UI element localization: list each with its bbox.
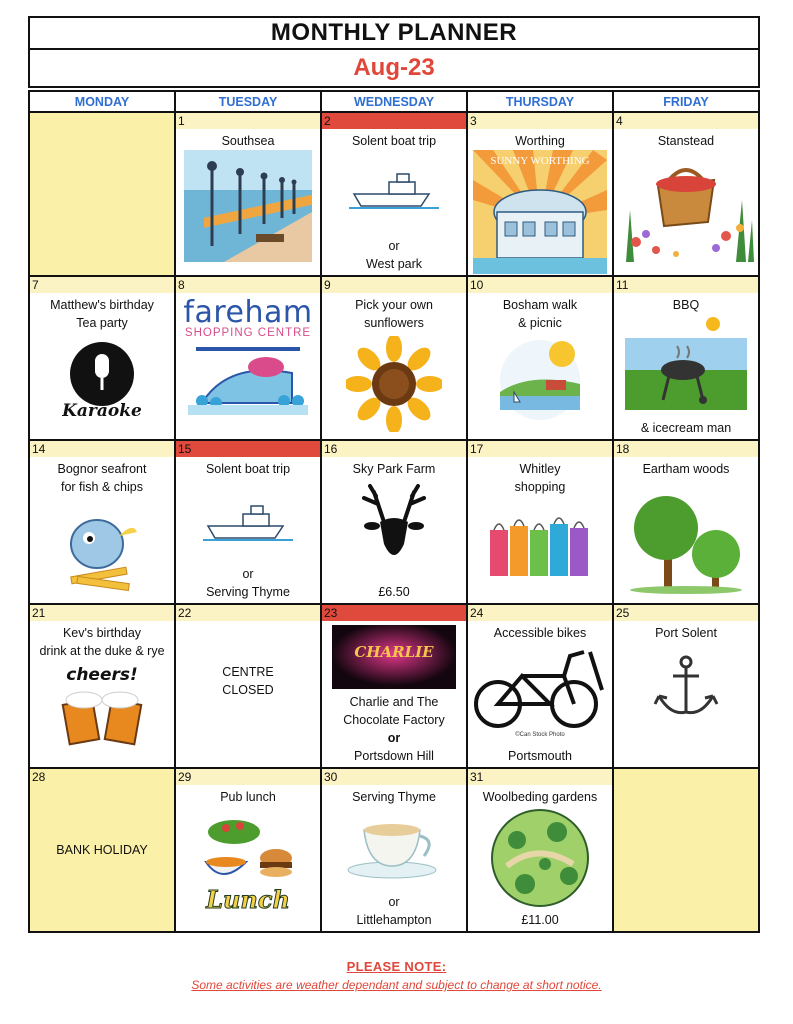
activity-extra: & icecream man — [640, 421, 732, 435]
day-number: 3 — [468, 113, 612, 129]
price-label: £11.00 — [521, 913, 559, 927]
activity-text-2: drink at the duke & rye — [39, 644, 165, 658]
activity-text: Worthing — [515, 134, 565, 148]
activity-text: Charlie and The — [349, 695, 439, 709]
activity-text: Eartham woods — [642, 462, 730, 476]
activity-text: Bosham walk — [502, 298, 578, 312]
day-number: 7 — [30, 277, 174, 293]
bank-holiday-label: BANK HOLIDAY — [56, 843, 148, 857]
stag-head-icon — [354, 482, 434, 572]
activity-text-2: shopping — [514, 480, 566, 494]
day-number: 10 — [468, 277, 612, 293]
pub-lunch-icon — [192, 806, 304, 916]
activity-text: Pub lunch — [220, 790, 276, 804]
alt-activity: Serving Thyme — [206, 585, 290, 599]
day-number: 4 — [614, 113, 758, 129]
fareham-logo-text: fareham — [183, 295, 313, 330]
or-label: or — [388, 895, 400, 909]
activity-text-2: for fish & chips — [61, 480, 143, 494]
bosham-landscape-icon — [490, 336, 590, 422]
day-number: 24 — [468, 605, 612, 621]
activity-text: Pick your own — [355, 298, 433, 312]
day-number: 21 — [30, 605, 174, 621]
day-cell-31 — [467, 768, 613, 932]
day-number: 11 — [614, 277, 758, 293]
or-label: or — [242, 567, 254, 581]
day-cell-17 — [467, 440, 613, 604]
day-cell-24 — [467, 604, 613, 768]
day-cell-15 — [175, 440, 321, 604]
day-number: 29 — [176, 769, 320, 785]
or-label: or — [388, 239, 400, 253]
day-cell-4 — [613, 112, 759, 276]
closed-line-1: CENTRE — [222, 665, 274, 679]
day-number: 2 — [322, 113, 466, 129]
alt-activity: West park — [365, 257, 423, 271]
planner-sheet — [28, 16, 760, 933]
anchor-icon — [651, 652, 721, 722]
week-row-1 — [29, 112, 759, 276]
page-title: MONTHLY PLANNER — [28, 16, 760, 50]
day-cell-10 — [467, 276, 613, 440]
activity-text: Solent boat trip — [351, 134, 437, 148]
tandem-bike-icon — [470, 642, 610, 738]
day-number: 25 — [614, 605, 758, 621]
boat-icon — [349, 164, 439, 214]
day-cell-18 — [613, 440, 759, 604]
activity-text-2: Chocolate Factory — [343, 713, 445, 727]
teacup-icon — [344, 812, 444, 882]
day-cell-21 — [29, 604, 175, 768]
day-cell-23 — [321, 604, 467, 768]
trees-icon — [626, 478, 746, 596]
note-title: PLEASE NOTE: — [346, 959, 447, 974]
day-cell-8 — [175, 276, 321, 440]
activity-text: Woolbeding gardens — [482, 790, 598, 804]
week-row-4 — [29, 604, 759, 768]
day-cell-30 — [321, 768, 467, 932]
day-number: 22 — [176, 605, 320, 621]
day-number: 23 — [322, 605, 466, 621]
activity-text: Southsea — [221, 134, 275, 148]
worthing-dome-image — [473, 150, 607, 274]
alt-activity: Portsdown Hill — [354, 749, 434, 763]
day-cell-14 — [29, 440, 175, 604]
activity-text-2: Tea party — [76, 316, 128, 330]
activity-text: Accessible bikes — [493, 626, 587, 640]
karaoke-text: Karaoke — [62, 401, 142, 420]
day-number: 14 — [30, 441, 174, 457]
day-number: 28 — [32, 770, 46, 784]
day-number: 31 — [468, 769, 612, 785]
weekday-thursday: THURSDAY — [467, 91, 613, 112]
note-text: Some activities are weather dependant and subject to change at short notice. — [191, 978, 602, 992]
day-cell-29 — [175, 768, 321, 932]
charlie-banner-text: CHARLIE — [354, 643, 434, 661]
day-cell-7 — [29, 276, 175, 440]
shopping-centre-image — [188, 343, 308, 415]
activity-text: Serving Thyme — [352, 790, 436, 804]
activity-text: Sky Park Farm — [352, 462, 436, 476]
empty-day-cell — [29, 112, 175, 276]
day-cell-2 — [321, 112, 467, 276]
day-number: 15 — [176, 441, 320, 457]
weekday-wednesday: WEDNESDAY — [321, 91, 467, 112]
closed-line-2: CLOSED — [222, 683, 274, 697]
southsea-pier-image — [184, 150, 312, 262]
day-number: 8 — [176, 277, 320, 293]
activity-text-2: sunflowers — [364, 316, 424, 330]
activity-text: Port Solent — [655, 626, 717, 640]
fish-and-chips-icon — [57, 500, 147, 596]
activity-text: BBQ — [672, 298, 700, 312]
activity-text-2: & picnic — [518, 316, 562, 330]
day-cell-16 — [321, 440, 467, 604]
weekday-header-row — [29, 91, 759, 112]
day-number: 17 — [468, 441, 612, 457]
sunny-worthing-text: SUNNY WORTHING — [490, 155, 590, 167]
sunflower-icon — [346, 336, 442, 432]
day-number: 30 — [322, 769, 466, 785]
activity-text: Bognor seafront — [57, 462, 147, 476]
day-number: 16 — [322, 441, 466, 457]
weekday-friday: FRIDAY — [613, 91, 759, 112]
week-row-5 — [29, 768, 759, 932]
empty-day-cell — [613, 768, 759, 932]
boat-icon — [203, 496, 293, 546]
shopping-bags-icon — [488, 510, 592, 580]
activity-alt — [322, 237, 466, 273]
activity-text: Kev's birthday — [62, 626, 142, 640]
bbq-grill-image — [621, 314, 751, 410]
month-label: Aug-23 — [28, 50, 760, 88]
day-cell-9 — [321, 276, 467, 440]
day-cell-22 — [175, 604, 321, 768]
week-row-3 — [29, 440, 759, 604]
activity-alt — [322, 893, 466, 929]
activity-text: Stanstead — [657, 134, 715, 148]
day-cell-11 — [613, 276, 759, 440]
day-number: 18 — [614, 441, 758, 457]
weekday-monday: MONDAY — [29, 91, 175, 112]
photo-credit: ©Can Stock Photo — [515, 732, 565, 738]
picnic-basket-image — [616, 150, 756, 262]
day-cell-1 — [175, 112, 321, 276]
day-cell-25 — [613, 604, 759, 768]
activity-alt — [176, 565, 320, 601]
cheers-beer-icon — [52, 660, 152, 750]
charlie-show-banner — [332, 625, 456, 689]
gardens-map-icon — [487, 806, 593, 910]
activity-text: Whitley — [519, 462, 561, 476]
week-row-2 — [29, 276, 759, 440]
activity-text: Solent boat trip — [205, 462, 291, 476]
price-label: £6.50 — [378, 585, 410, 599]
lunch-text: Lunch — [206, 885, 290, 914]
karaoke-microphone-icon — [62, 340, 142, 420]
location-label: Portsmouth — [508, 749, 572, 763]
cheers-text: cheers! — [66, 665, 138, 685]
activity-text: Matthew's birthday — [50, 298, 154, 312]
day-cell-3 — [467, 112, 613, 276]
calendar-grid — [28, 90, 760, 933]
closed-notice — [176, 663, 320, 699]
alt-activity: Littlehampton — [356, 913, 432, 927]
fareham-logo-subtitle: SHOPPING CENTRE — [184, 327, 312, 339]
weekday-tuesday: TUESDAY — [175, 91, 321, 112]
day-number: 1 — [176, 113, 320, 129]
day-number: 9 — [322, 277, 466, 293]
day-cell-28 — [29, 768, 175, 932]
or-label: or — [387, 731, 401, 745]
